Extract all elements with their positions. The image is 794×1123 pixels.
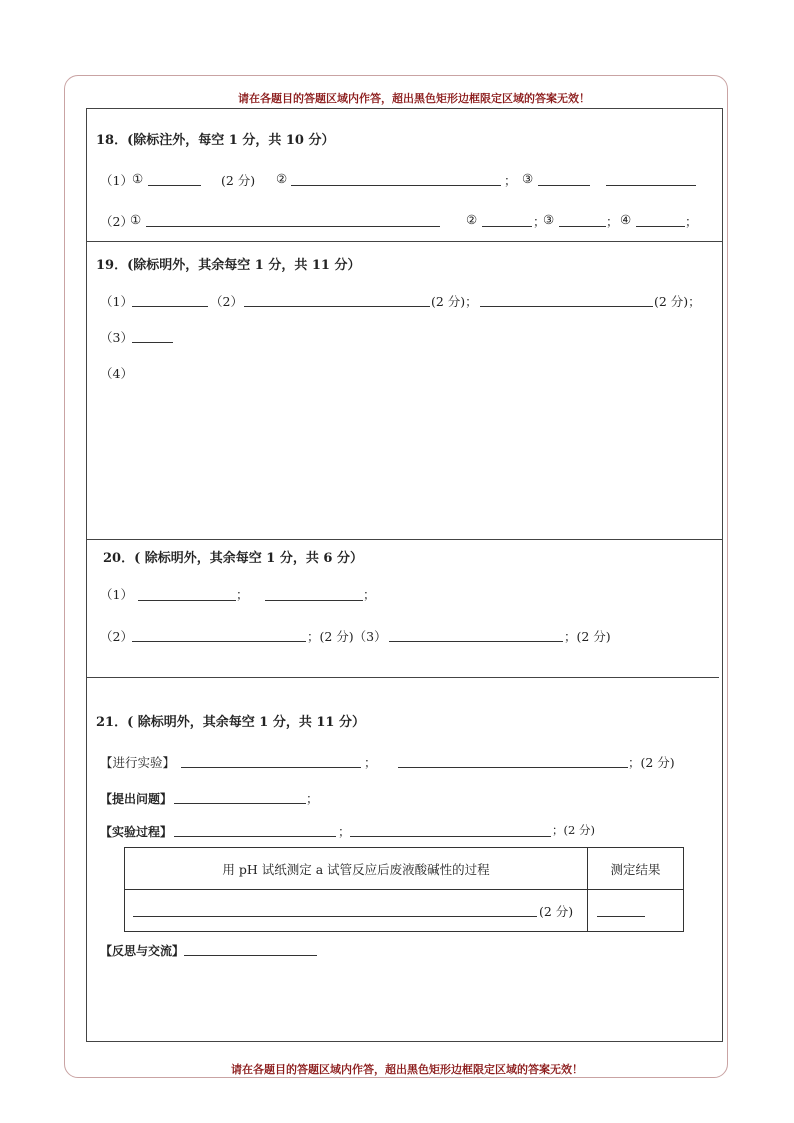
q18-d-blank-3[interactable] (559, 226, 606, 227)
q21-reflect-label: 【反思与交流】 (100, 944, 185, 958)
q21-process-label: 【实验过程】 (100, 825, 173, 839)
q19-blank-4[interactable] (132, 342, 173, 343)
q18-d-circle-4: ④ (620, 212, 632, 227)
notice-top: 请在各题目的答题区域内作答，超出黑色矩形边框限定区域的答案无效！ (238, 92, 590, 105)
q19-score-2: (2 分)； (654, 294, 701, 309)
q21-experiment-blank-1[interactable] (181, 767, 361, 768)
q21-experiment-label: 【进行实验】 (100, 755, 176, 770)
q18-score: (2 分) (221, 173, 256, 188)
q19-part3-label: （3） (100, 330, 133, 345)
q18-blank-4[interactable] (606, 185, 696, 186)
q19-title: 19．(除标明外，其余每空 1 分，共 11 分） (96, 258, 361, 273)
q18-circle-3: ③ (522, 171, 534, 186)
q21-process-score: ；(2 分) (552, 823, 595, 837)
q21-process-blank-2[interactable] (350, 836, 551, 837)
top-border-right (670, 108, 723, 109)
table-cell-process (125, 890, 588, 932)
table-header-process: 用 pH 试纸测定 a 试管反应后废液酸碱性的过程 (125, 848, 588, 890)
q21-question-semi: ； (306, 791, 319, 806)
divider-q19-q20 (86, 539, 723, 540)
q18-part2-label: （2） (100, 214, 133, 229)
q19-blank-1[interactable] (132, 306, 208, 307)
q18-part1-label: （1） (100, 173, 133, 188)
q21-semi: ； (364, 755, 377, 770)
q21-experiment-blank-2[interactable] (398, 767, 628, 768)
q19-part4-label: （4） (100, 366, 133, 381)
q20-part1-label: （1） (100, 587, 133, 602)
q20-semi-1: ； (236, 587, 249, 602)
q20-semi-2: ； (363, 587, 376, 602)
q19-part1-label: （1） (100, 294, 133, 309)
q20-blank-1[interactable] (138, 600, 236, 601)
q18-circle-2: ② (276, 171, 288, 186)
q18-circle-1: ① (132, 171, 144, 186)
q18-blank-3[interactable] (538, 185, 590, 186)
q20-title: 20．( 除标明外，其余每空 1 分，共 6 分） (103, 551, 363, 566)
table-cell-result (588, 890, 684, 932)
q18-blank-2[interactable] (291, 185, 501, 186)
q20-blank-3[interactable] (132, 641, 306, 642)
q21-reflect-blank[interactable] (184, 955, 317, 956)
q18-d-semi-1: ； (533, 214, 546, 229)
q20-blank-4[interactable] (389, 641, 563, 642)
q18-d-blank-2[interactable] (482, 226, 532, 227)
q18-d-blank-1[interactable] (146, 226, 440, 227)
q21-experiment-score: ；(2 分) (628, 755, 675, 770)
result-table (124, 847, 684, 932)
q19-part2-label: （2） (210, 294, 243, 309)
q21-title: 21．( 除标明外，其余每空 1 分，共 11 分） (96, 715, 366, 730)
table-score: (2 分) (539, 904, 574, 919)
q18-d-circle-2: ② (466, 212, 478, 227)
q21-process-blank-1[interactable] (174, 836, 336, 837)
q20-score-end: ；(2 分) (564, 629, 611, 644)
top-border-left (86, 108, 193, 109)
q20-blank-2[interactable] (265, 600, 363, 601)
q21-process-semi: ； (338, 824, 351, 839)
q18-d-circle-1: ① (130, 212, 142, 227)
q18-d-semi-2: ； (606, 214, 619, 229)
table-result-blank[interactable] (597, 916, 645, 917)
q19-score-1: (2 分)； (431, 294, 478, 309)
q20-score-part3: ；(2 分)（3） (307, 629, 387, 644)
q21-question-blank[interactable] (174, 803, 306, 804)
table-process-blank[interactable] (133, 916, 537, 917)
q21-question-label: 【提出问题】 (100, 792, 173, 806)
q20-part2-label: （2） (100, 629, 133, 644)
q18-d-blank-4[interactable] (636, 226, 685, 227)
q18-d-circle-3: ③ (543, 212, 555, 227)
table-header-result: 测定结果 (588, 848, 684, 890)
q18-blank-1[interactable] (148, 185, 201, 186)
q18-semicolon: ； (504, 173, 517, 188)
q18-title: 18．(除标注外，每空 1 分，共 10 分） (96, 133, 335, 148)
q19-blank-3[interactable] (480, 306, 653, 307)
q19-blank-2[interactable] (244, 306, 430, 307)
q18-d-semi-3: ； (685, 214, 698, 229)
notice-bottom: 请在各题目的答题区域内作答，超出黑色矩形边框限定区域的答案无效！ (231, 1063, 583, 1076)
divider-q20-q21 (86, 677, 719, 678)
divider-q18-q19 (86, 241, 723, 242)
